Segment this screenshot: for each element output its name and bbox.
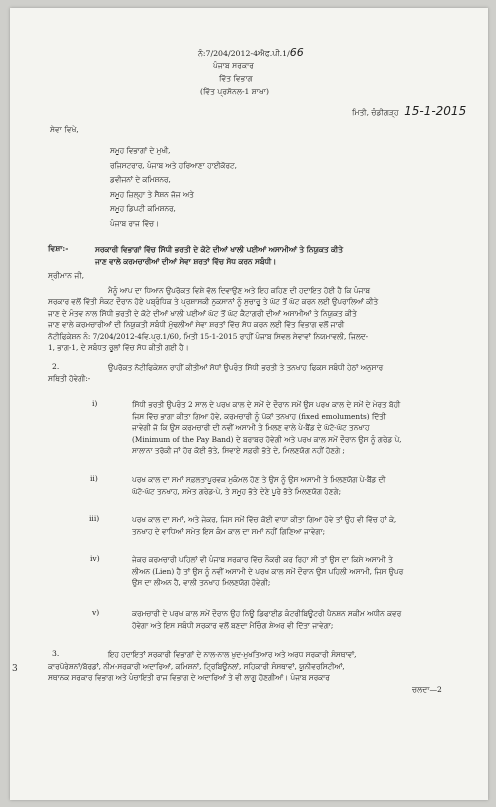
recipient: ਸਮੂਹ ਜ਼ਿਲ੍ਹਾ ਤੇ ਸੈਸ਼ਨ ਜੱਜ ਅਤੇ bbox=[110, 189, 194, 199]
item-line: (Minimum of the Pay Band) ਦੇ ਬਰਾਬਰ ਹੋਵੇਗੀ ਅਤੇ ਪਰਖ ਕਾਲ ਸਮੇਂ ਦੌਰਾਨ ਉਸ ਨੂੰ ਗਰੇਡ ਪੇ, bbox=[132, 434, 402, 444]
subject-line: ਸਰਕਾਰੀ ਵਿਭਾਗਾਂ ਵਿੱਚ ਸਿੱਧੀ ਭਰਤੀ ਦੇ ਕੋਟੇ ਦੀਆਂ ਖਾਲੀ ਪਈਆਂ ਅਸਾਮੀਆਂ ਤੇ ਨਿਯੁਕਤ ਕੀਤੇ bbox=[95, 245, 343, 254]
intro-line: 1, ਭਾਗ-1, ਦੇ ਸਬੰਧਤ ਰੂਲਾਂ ਵਿੱਚ ਸੋਧ ਕੀਤੀ ਗਈ ਹੈ। bbox=[48, 343, 189, 353]
letter-number-handwritten: 66 bbox=[289, 46, 304, 59]
item-line: ਜੇਕਰ ਕਰਮਚਾਰੀ ਪਹਿਲਾਂ ਵੀ ਪੰਜਾਬ ਸਰਕਾਰ ਵਿੱਚ ਨੌਕਰੀ ਕਰ ਰਿਹਾ ਸੀ ਤਾਂ ਉਸ ਦਾ ਕਿਸੇ ਅਸਾਮੀ ਤੇ bbox=[132, 555, 393, 564]
item-line: ਲੀਅਨ (Lien) ਹੈ ਤਾਂ ਉਸ ਨੂੰ ਨਵੀਂ ਅਸਾਮੀ ਦੇ ਪਰਖ ਕਾਲ ਸਮੇਂ ਦੌਰਾਨ ਉਸ ਪਹਿਲੀ ਅਸਾਮੀ, ਜਿਸ ਉਪਰ bbox=[132, 566, 404, 576]
intro-line: ਜਾਣ ਦੇ ਮੰਤਵ ਨਾਲ ਸਿੱਧੀ ਭਰਤੀ ਦੇ ਕੋਟੇ ਦੀਆਂ ਖਾਲੀ ਪਈਆਂ ਘੱਟ ਤੋਂ ਘੱਟ ਕੈਟਾਗਰੀ ਦੀਆਂ ਅਸਾਮੀਆਂ ਤੇ ਨਿਯੁਕਤ ਕੀਤੇ bbox=[48, 308, 357, 318]
recipients-list bbox=[110, 144, 237, 232]
salutation: ਸ੍ਰੀਮਾਨ ਜੀ, bbox=[48, 271, 85, 280]
item-line: ਘੱਟੋ-ਘੱਟ ਤਨਖਾਹ, ਸਮੇਤ ਗਰੇਡ-ਪੇ, ਤੇ ਸਮੂਹ ਭੱਤੇ ਦੇਣੇ ਪੂਰੇ ਭੱਤੇ ਮਿਲਣਯੋਗ ਹੋਣਗੇ; bbox=[132, 486, 342, 496]
item-iii-text bbox=[132, 514, 396, 537]
date-line bbox=[352, 106, 466, 118]
address-heading: ਸੇਵਾ ਵਿਖੇ, bbox=[50, 125, 79, 134]
subject-text bbox=[95, 244, 343, 268]
recipient: ਪੰਜਾਬ ਰਾਜ ਵਿੱਚ। bbox=[110, 218, 159, 228]
item-iii-number: iii) bbox=[89, 514, 100, 523]
item-line: ਜਿਸ ਵਿੱਚ ਭਾਗਾ ਕੀਤਾ ਗਿਆ ਹੋਵੇ, ਕਰਮਚਾਰੀ ਨੂੰ ਪੱਕਾਂ ਤਨਖਾਹ (fixed emoluments) ਦਿੱਤੀ bbox=[132, 411, 386, 421]
para2-line: ਸਥਿਤੀ ਹੋਵੇਗੀ:- bbox=[48, 374, 91, 384]
para3-line: ਸਥਾਨਕ ਸਰਕਾਰ ਵਿਭਾਗ ਅਤੇ ਪੰਚਾਇਤੀ ਰਾਜ ਵਿਭਾਗ ਦੇ ਅਦਾਰਿਆਂ ਤੇ ਵੀ ਲਾਗੂ ਹੋਣਗੀਆਂ। ਪੰਜਾਬ ਸਰਕਾਰ bbox=[48, 673, 330, 683]
issuer-government: ਪੰਜਾਬ ਸਰਕਾਰ bbox=[213, 61, 255, 70]
item-iv-number: iv) bbox=[90, 554, 100, 563]
item-ii-number: ii) bbox=[90, 474, 98, 483]
intro-line: ਨੋਟੀਫਿਕੇਸ਼ਨ ਨੰ: 7/204/2012-4ਵਿ.ਪ੍ਰ.1/60, ਮਿਤੀ 15-1-2015 ਰਾਹੀਂ ਪੰਜਾਬ ਸਿਵਲ ਸੇਵਾਵਾਂ ਨਿਯਮਾਵਲੀ, ਜਿਲਦ- bbox=[48, 331, 369, 341]
item-ii-text bbox=[132, 474, 385, 497]
para2-number: 2. bbox=[52, 362, 60, 371]
item-line: ਪਰਖ ਕਾਲ ਦਾ ਸਮਾਂ, ਅਤੇ ਜੇਕਰ, ਜਿਸ ਸਮੇਂ ਵਿੱਚ ਕੋਈ ਵਾਧਾ ਕੀਤਾ ਗਿਆ ਹੋਵੇ ਤਾਂ ਉਹ ਵੀ ਵਿੱਚ ਹਾਂ ਕੇ, bbox=[132, 515, 397, 524]
issuer-department: ਵਿੱਤ ਵਿਭਾਗ bbox=[219, 74, 253, 83]
item-line: ਕਰਮਚਾਰੀ ਦੇ ਪਰਖ ਕਾਲ ਸਮੇਂ ਦੌਰਾਨ ਉਹ ਨਿਊ ਡਿਫਾਈਡ ਕੰਟਰੀਬਿਊਟਰੀ ਪੈਨਸ਼ਨ ਸਕੀਮ ਅਧੀਨ ਕਵਰ bbox=[132, 609, 402, 618]
item-line: ਸਾਲਾਨਾ ਤਰੱਕੀ ਜਾਂ ਹੋਰ ਕੋਈ ਭੱਤੇ, ਸਿਵਾਏ ਸਫ਼ਰੀ ਭੱਤੇ ਦੇ, ਮਿਲਣਯੋਗ ਨਹੀਂ ਹੋਣਗੇ ; bbox=[132, 446, 345, 456]
para3-number: 3. bbox=[52, 649, 60, 658]
item-line: ਪਰਖ ਕਾਲ ਦਾ ਸਮਾਂ ਸਫ਼ਲਤਾਪੂਰਵਕ ਮੁਕੰਮਲ ਹੋਣ ਤੇ ਉਸ ਨੂੰ ਉਸ ਅਸਾਮੀ ਤੇ ਮਿਲਣਯੋਗ ਪੇ-ਬੈਂਡ ਦੀ bbox=[132, 475, 386, 484]
date-handwritten: 15-1-2015 bbox=[404, 104, 467, 118]
item-line: ਹੋਵੇਗਾ ਅਤੇ ਇਸ ਸਬੰਧੀ ਸਰਕਾਰ ਵਲੋਂ ਬਣਦਾ ਮੈਚਿੰਗ ਸ਼ੇਅਰ ਵੀ ਦਿੱਤਾ ਜਾਵੇਗਾ; bbox=[132, 620, 334, 630]
item-line: ਉਸ ਦਾ ਲੀਅਨ ਹੈ, ਵਾਲੀ ਤਨਖਾਹ ਮਿਲਣਯੋਗ ਹੋਵੇਗੀ; bbox=[132, 578, 271, 588]
recipient: ਰਜਿਸਟਰਾਰ, ਪੰਜਾਬ ਅਤੇ ਹਰਿਆਣਾ ਹਾਈਕੋਰਟ, bbox=[110, 160, 237, 170]
letter-page bbox=[10, 8, 488, 800]
item-i-number: i) bbox=[92, 399, 98, 408]
para3-line: ਇਹ ਹਦਾਇਤਾਂ ਸਰਕਾਰੀ ਵਿਭਾਗਾਂ ਦੇ ਨਾਲ-ਨਾਲ ਖੁਦ-ਮੁਖਤਿਆਰ ਅਤੇ ਅਰਧ ਸਰਕਾਰੀ ਸੰਸਥਾਵਾਂ, bbox=[108, 650, 357, 659]
letter-number-prefix: ਨੰ:7/204/2012-4ਐਫ.ਪੀ.1/ bbox=[198, 49, 290, 58]
recipient: ਸਮੂਹ ਵਿਭਾਗਾਂ ਦੇ ਮੁਖੀ, bbox=[110, 146, 171, 155]
margin-mark: 3 bbox=[12, 664, 18, 674]
item-line: ਤਨਖਾਹ ਦੇ ਵਾਧਿਆਂ ਸਮੇਤ ਇਸ ਕੰਮ ਕਾਲ ਦਾ ਸਮਾਂ ਨਹੀਂ ਗਿਣਿਆ ਜਾਵੇਗਾ; bbox=[132, 526, 326, 536]
item-iv-text bbox=[132, 554, 403, 589]
subject-label: ਵਿਸ਼ਾ:- bbox=[48, 244, 69, 253]
item-i-text bbox=[132, 399, 401, 457]
item-line: ਸਿੱਧੀ ਭਰਤੀ ਉਪਰੰਤ 2 ਸਾਲ ਦੇ ਪਰਖ ਕਾਲ ਦੇ ਸਮੇਂ ਦੇ ਦੌਰਾਨ ਸਮੇਂ ਉਸ ਪਰਖ ਕਾਲ ਦੇ ਸਮੇਂ ਦੇ ਮੇਰਤ ਬੋਹੀ bbox=[132, 400, 401, 409]
recipient: ਸਮੂਹ ਡਿਪਟੀ ਕਮਿਸ਼ਨਰ, bbox=[110, 204, 176, 214]
item-line: ਜਾਵੇਗੀ ਜੋ ਕਿ ਉਸ ਕਰਮਚਾਰੀ ਦੀ ਨਵੀਂ ਅਸਾਮੀ ਤੇ ਮਿਲਣ ਵਾਲੇ ਪੇ-ਬੈਂਡ ਦੇ ਘੱਟੋ-ਘੱਟ ਤਨਖਾਹ bbox=[132, 423, 370, 433]
intro-line: ਜਾਣ ਵਾਲੇ ਕਰਮਚਾਰੀਆਂ ਦੀ ਨਿਯੁਕਤੀ ਸਬੰਧੀ ਮੁੱਢਲੀਆਂ ਸੇਵਾ ਸ਼ਰਤਾਂ ਵਿੱਚ ਸੋਧ ਕਰਨ ਲਈ ਵਿੱਤ ਵਿਭਾਗ ਵਲੋਂ ਜਾਰੀ bbox=[48, 320, 345, 330]
para3-line: ਕਾਰਪੋਰੇਸ਼ਨਾਂ/ਬੋਰਡਾਂ, ਨੀਮ-ਸਰਕਾਰੀ ਅਦਾਰਿਆਂ, ਕਮਿਸ਼ਨਾਂ, ਟ੍ਰਿਬਿਊਨਲਾਂ, ਸਹਿਕਾਰੀ ਸੰਸਥਾਵਾਂ, ਯੂਨੀਵਰਸਿਟੀਆਂ, bbox=[48, 661, 345, 671]
item-v-number: v) bbox=[92, 608, 100, 617]
para2-line: ਉਪਰੋਕਤ ਨੋਟੀਫਿਕੇਸ਼ਨ ਰਾਹੀਂ ਕੀਤੀਆਂ ਸੋਧਾਂ ਉਪਰੰਤ ਸਿੱਧੀ ਭਰਤੀ ਤੇ ਤਨਖਾਹ ਫਿਕਸ ਸਬੰਧੀ ਹੇਠਾਂ ਅਨੁਸਾਰ bbox=[108, 363, 383, 372]
intro-line: ਮੈਨੂੰ ਆਪ ਦਾ ਧਿਆਨ ਉਪਰੋਕਤ ਵਿਸ਼ੇ ਵੱਲ ਦਿਵਾਉਣ ਅਤੇ ਇਹ ਕਹਿਣ ਦੀ ਹਦਾਇਤ ਹੋਈ ਹੈ ਕਿ ਪੰਜਾਬ bbox=[108, 286, 370, 295]
intro-paragraph bbox=[48, 285, 378, 353]
intro-line: ਸਰਕਾਰ ਵਲੋਂ ਵਿੱਤੀ ਸੰਕਟ ਦੌਰਾਨ ਹੋਏ ਪਬ੍ਰੰਧਿਕ ਤੇ ਪ੍ਰਸ਼ਾਸਕੀ ਨੁਕਸਾਨਾਂ ਨੂੰ ਸੁਚਾਰੂ ਤੇ ਘੱਟ ਤੋਂ ਘੱਟ ਕਰਨ ਲਈ ਉਪਰਾਲਿਆਂ ਕੀਤੇ bbox=[48, 297, 378, 307]
para3-text bbox=[48, 649, 356, 684]
recipient: ਡਵੀਜਨਾਂ ਦੇ ਕਮਿਸ਼ਨਰ, bbox=[110, 175, 171, 185]
para2-text bbox=[48, 362, 383, 385]
issuer-branch: (ਵਿੱਤ ਪ੍ਰਸੋਨਲ-1 ਸ਼ਾਖਾ) bbox=[200, 87, 269, 96]
subject-line: ਜਾਣ ਵਾਲੇ ਕਰਮਚਾਰੀਆਂ ਦੀਆਂ ਸੇਵਾ ਸ਼ਰਤਾਂ ਵਿੱਚ ਸੋਧ ਕਰਨ ਸਬੰਧੀ। bbox=[95, 257, 277, 266]
continued-marker: ਚਲਦਾ—2 bbox=[412, 685, 442, 694]
letter-number bbox=[198, 48, 304, 59]
item-v-text bbox=[132, 608, 401, 631]
date-label: ਮਿਤੀ, ਚੰਡੀਗੜ੍ਹ bbox=[352, 108, 399, 117]
